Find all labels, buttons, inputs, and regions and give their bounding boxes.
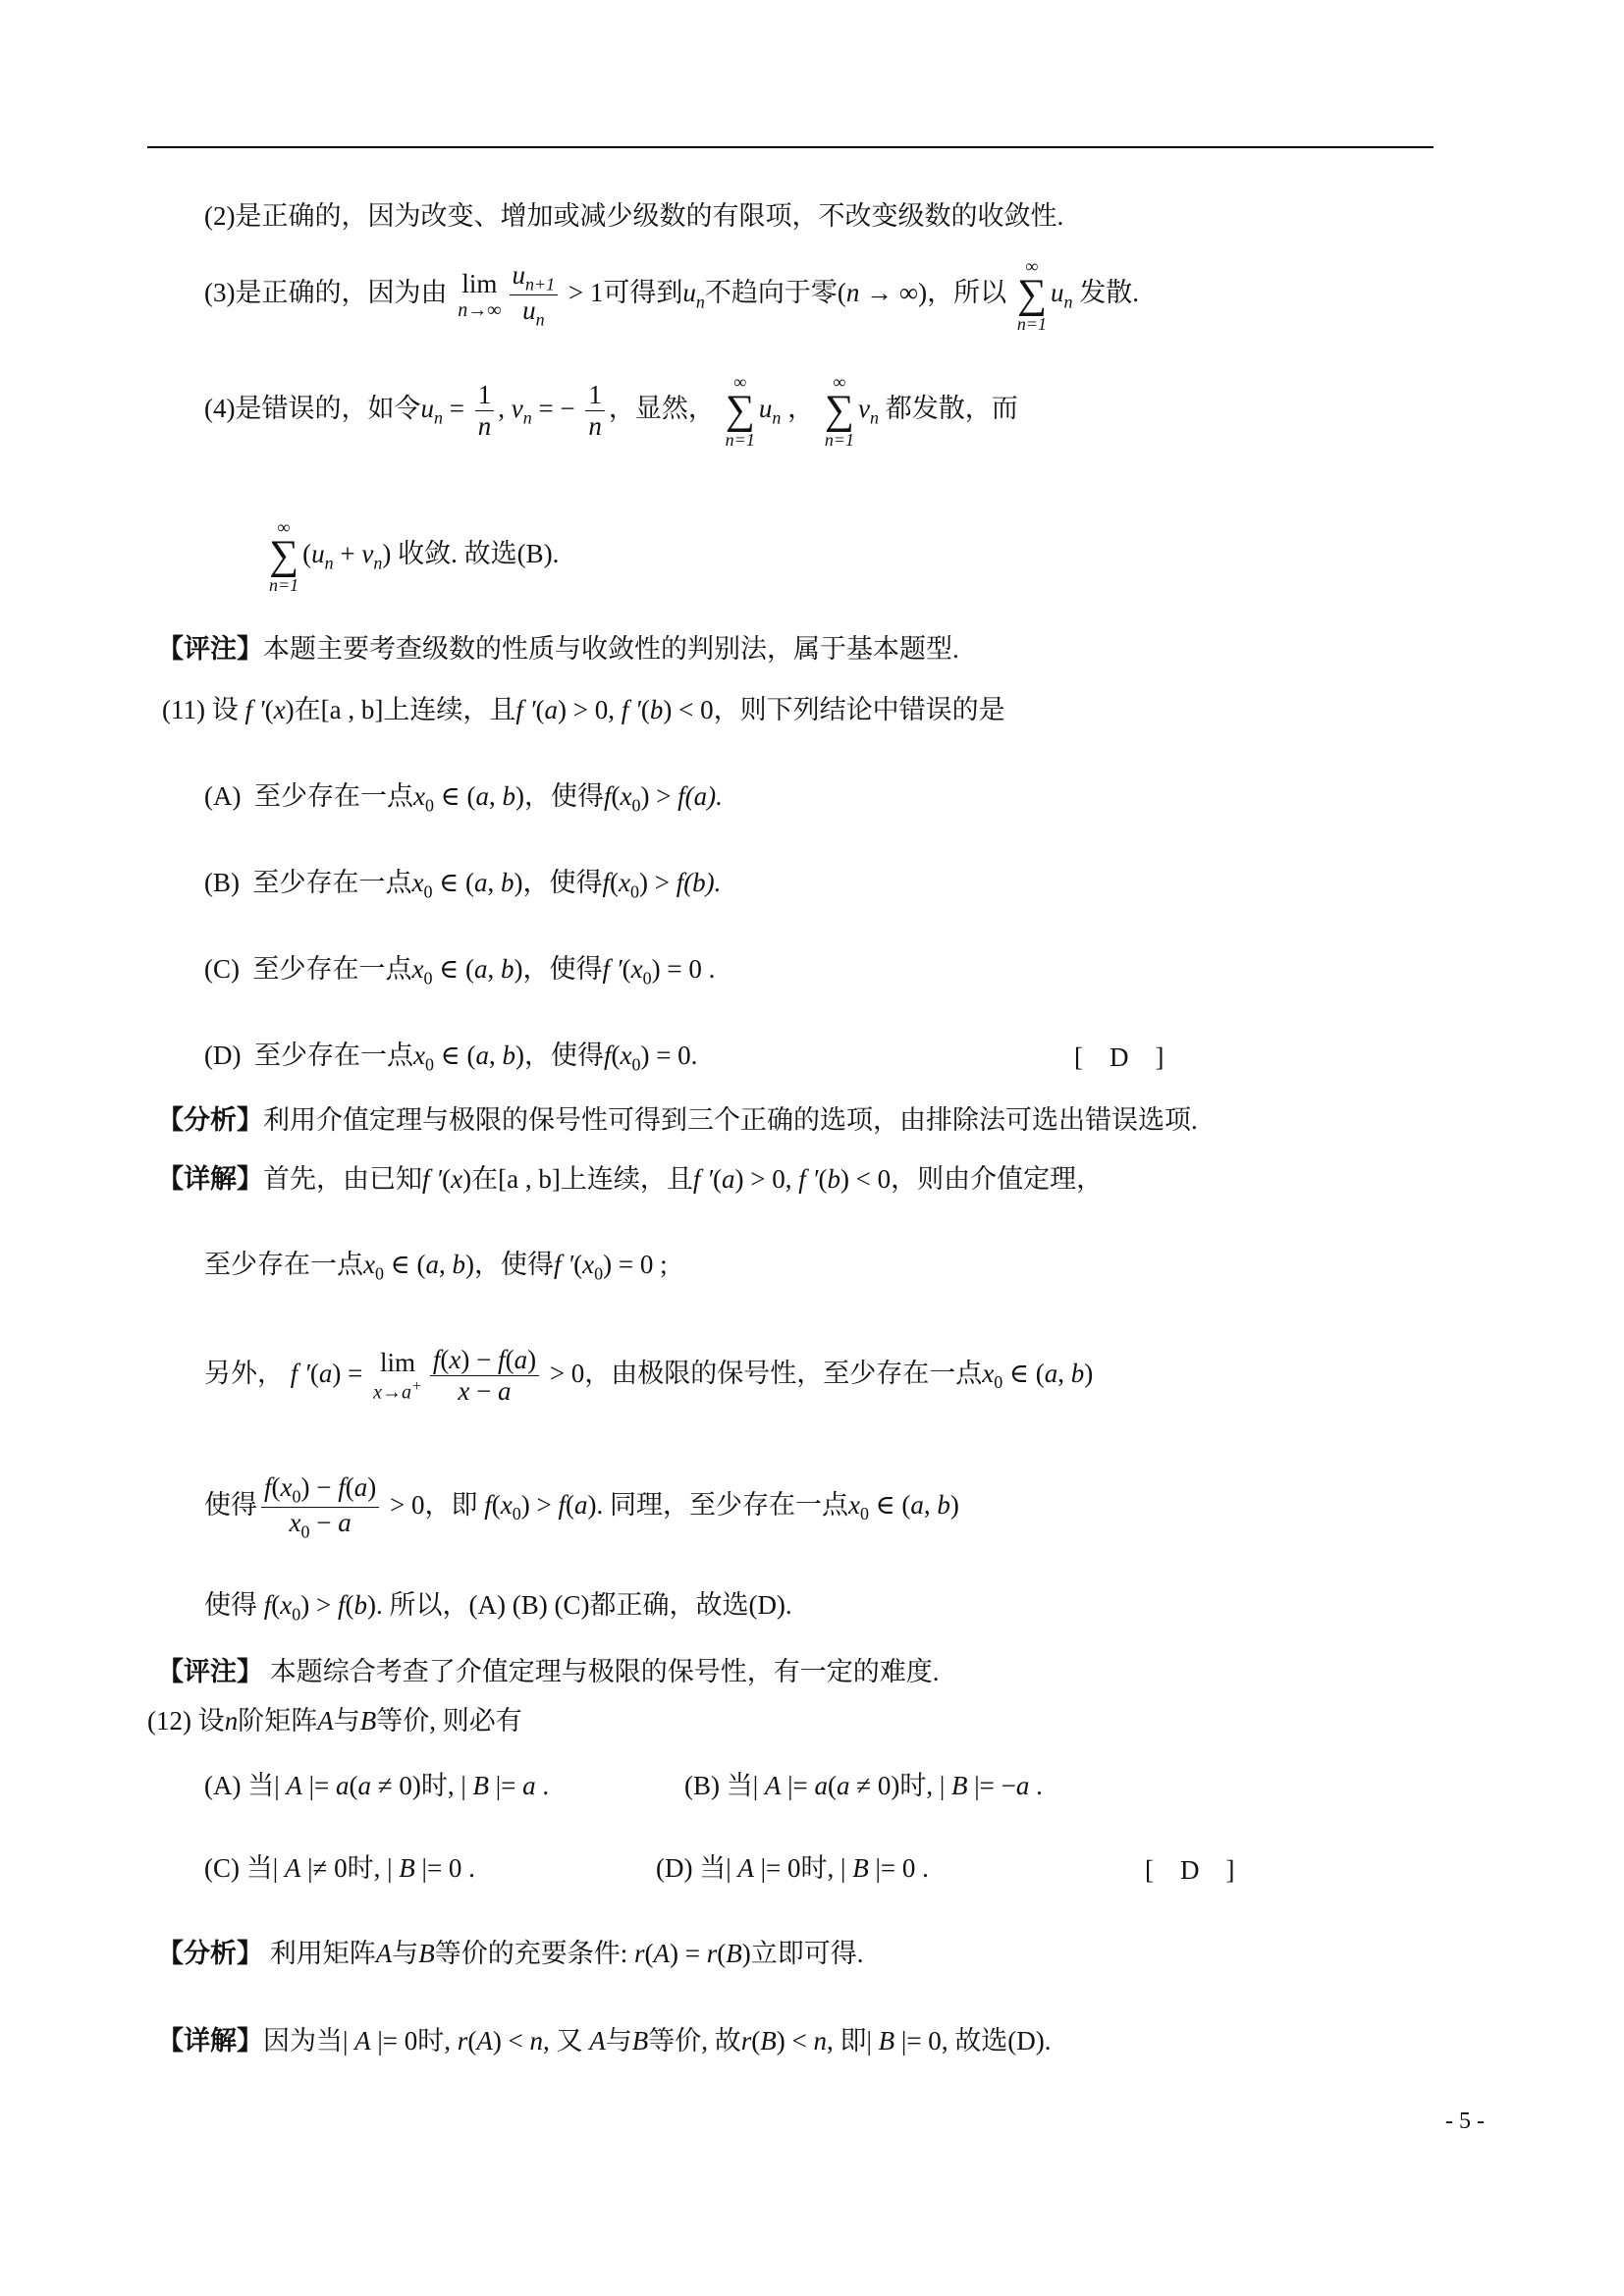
q12-detail: 【详解】因为当| A |= 0时, r(A) < n, 又 A与B等价, 故r(B) < n, 即| B |= 0, 故选(D).: [157, 2026, 1052, 2056]
stem-text: 等价, 则必有: [376, 1706, 522, 1735]
remark-text: 本题主要考查级数的性质与收敛性的判别法，属于基本题型.: [263, 634, 959, 664]
detail-text: ，则由介值定理，: [891, 1164, 1104, 1194]
q11-option-d: (D) 至少存在一点$x_0$ ∈ (a, b)，使得$f(x_0) = 0$.: [204, 1041, 698, 1075]
detail-label: 【详解】: [157, 1164, 263, 1194]
q10-item-3-text-b: 可得到: [603, 278, 683, 308]
option-label: (D): [204, 1041, 242, 1070]
difference-quotient-x0: $\frac{f(x_0) - f(a)}{x_0 - a}$: [261, 1472, 379, 1542]
q12-stem: (12) 设n阶矩阵A与B等价, 则必有: [147, 1706, 522, 1735]
q10-item-4: (4)是错误的，如令$u_n$ = $\frac{1}{n}$ , $v_n$ = − $\frac{1}{n}$ ，显然， ∞ ∑ n=1 $u_n$ ， ∞ ∑ n=1 $v_n$ 都发散，而: [204, 372, 1018, 450]
q10-item-4-text-c: 都发散，而: [885, 394, 1018, 424]
option-mid: 时,: [420, 1771, 455, 1800]
q10-item-2: [204, 203, 1063, 230]
limit-expression: lim x→a+: [373, 1347, 422, 1404]
option-prefix: 至少存在一点: [253, 781, 413, 811]
analysis-label: 【分析】: [157, 1105, 263, 1135]
q11-analysis: [157, 1107, 1198, 1134]
q10-remark: [157, 636, 959, 663]
detail-text: 等价, 故: [648, 2026, 741, 2056]
series-sum-uv: ∞ ∑ n=1: [269, 517, 299, 595]
detail-text: , 故选(D).: [941, 2026, 1052, 2056]
page-number: - 5 -: [1445, 2109, 1485, 2134]
q10-item-4-text-b: ，显然，: [608, 394, 715, 424]
fraction-1-over-n-neg: $\frac{1}{n}$: [585, 380, 605, 442]
detail-text: 使得: [204, 1489, 257, 1520]
detail-text: 因为当: [263, 2026, 343, 2056]
option-tail: f(b).: [676, 868, 722, 897]
q11-stem: (11) 设 f ′(x)在[a , b]上连续，且f ′(a) > 0, f ′(b) < 0，则下列结论中错误的是: [162, 695, 1005, 724]
q11-detail-4: 使得 $\frac{f(x_0) - f(a)}{x_0 - a}$ > 0，即 $f(x_0) > f(a)$. 同理，至少存在一点$x_0$ ∈ (a, b): [204, 1472, 959, 1542]
option-label: (A) 当: [204, 1771, 275, 1800]
detail-text: 首先，由已知: [263, 1164, 422, 1194]
detail-text: ，使得: [473, 1250, 554, 1279]
detail-text: 时,: [417, 2026, 452, 2056]
option-label: (B) 当: [684, 1771, 753, 1800]
detail-text: ，由极限的保号性，至少存在一点: [584, 1358, 983, 1388]
ratio-fraction: $\frac{u_{n+1}}{u_n}$: [510, 260, 559, 330]
analysis-text: 利用介值定理与极限的保号性可得到三个正确的选项，由排除法可选出错误选项.: [263, 1105, 1198, 1135]
detail-text: 至少存在一点: [204, 1250, 363, 1279]
fraction-1-over-n: $\frac{1}{n}$: [475, 380, 495, 442]
remark-text: 本题综合考查了介值定理与极限的保号性，有一定的难度.: [263, 1657, 940, 1686]
stem-text: 与: [333, 1706, 360, 1735]
option-mid: 时,: [347, 1853, 381, 1883]
q10-item-3: (3)是正确的，因为由 lim n→∞ $\frac{u_{n+1}}{u_n}$ > 1可得到$u_n$不趋向于零(n → ∞)，所以 ∞ ∑ n=1 $u_n$ 发散.: [204, 256, 1140, 334]
q12-analysis: 【分析】 利用矩阵A与B等价的充要条件: r(A) = r(B)立即可得.: [157, 1939, 864, 1968]
option-mid: 时,: [899, 1771, 934, 1800]
detail-text: 与: [605, 2026, 632, 2056]
q10-item-4-text-a: (4)是错误的，如令: [204, 394, 421, 424]
detail-text: 使得: [204, 1590, 257, 1620]
option-mid: ，使得: [522, 954, 603, 984]
remark-label: 【评注】: [157, 1657, 263, 1686]
option-label: (C) 当: [204, 1853, 273, 1883]
detail-text: . 所以，(A) (B) (C)都正确，故选(D).: [375, 1590, 792, 1620]
q10-item-3-text-a: (3)是正确的，因为由: [204, 278, 448, 308]
analysis-text: 与: [392, 1939, 419, 1968]
q11-detail-1: 【详解】首先，由已知f ′(x)在[a , b]上连续，且f ′(a) > 0, f ′(b) < 0，则由介值定理，: [157, 1164, 1104, 1194]
option-tail: 0 .: [688, 954, 716, 984]
option-tail: 0.: [677, 1041, 698, 1070]
detail-text: 在[a , b]上连续，且: [471, 1164, 693, 1194]
q11-option-b: (B) 至少存在一点$x_0$ ∈ (a, b)，使得$f(x_0) > f(b)$.: [204, 868, 722, 902]
series-sum-v: ∞ ∑ n=1: [824, 372, 854, 450]
q12-option-d: (D) 当| A |= 0时, | B |= 0 .: [656, 1853, 929, 1883]
series-sum-u: ∞ ∑ n=1: [725, 372, 755, 450]
q11-detail-2: 至少存在一点$x_0$ ∈ (a, b)，使得f $'(x_0) = 0$ ;: [204, 1250, 668, 1284]
limit-expression: lim n→∞: [458, 269, 502, 321]
option-mid: 时,: [800, 1853, 835, 1883]
option-label: (B): [204, 868, 240, 897]
stem-text: 阶矩阵: [238, 1706, 318, 1735]
option-label: (D) 当: [656, 1853, 727, 1883]
detail-text: ，即: [424, 1489, 478, 1520]
option-tail: f(a).: [677, 781, 723, 811]
q11-detail-3: 另外， f ′(a) = lim x→a+ $\frac{f(x) - f(a)}{x - a}$ > 0，由极限的保号性，至少存在一点$x_0$ ∈ (a, b): [204, 1345, 1094, 1407]
detail-text: 另外，: [204, 1358, 284, 1388]
analysis-label: 【分析】: [157, 1939, 263, 1968]
analysis-text: 等价的充要条件:: [434, 1939, 628, 1968]
detail-label: 【详解】: [157, 2026, 263, 2056]
detail-text: . 同理，至少存在一点: [596, 1489, 848, 1520]
q12-answer: [ D ]: [1145, 1855, 1235, 1885]
option-prefix: 至少存在一点: [252, 868, 412, 897]
detail-text: , 即: [827, 2026, 867, 2056]
analysis-text: 立即可得.: [750, 1939, 864, 1968]
q11-option-c: (C) 至少存在一点$x_0$ ∈ (a, b)，使得f $'(x_0) = 0$ .: [204, 954, 716, 988]
option-mid: ，使得: [522, 868, 603, 897]
q10-item-2-text: (2)是正确的，因为改变、增加或减少级数的有限项，不改变级数的收敛性.: [204, 201, 1064, 231]
option-mid: ，使得: [523, 1041, 604, 1070]
remark-label: 【评注】: [157, 634, 263, 664]
difference-quotient: $\frac{f(x) - f(a)}{x - a}$: [430, 1345, 539, 1407]
header-rule: [147, 146, 1434, 148]
q11-stem-c: ，则下列结论中错误的是: [713, 695, 1005, 724]
option-prefix: 至少存在一点: [253, 1041, 413, 1070]
option-label: (A): [204, 781, 242, 811]
analysis-text: 利用矩阵: [263, 1939, 376, 1968]
q12-option-b: (B) 当| A |= a(a ≠ 0)时, | B |= −a .: [684, 1771, 1043, 1800]
q10-item-3-text-e: 发散.: [1079, 278, 1140, 308]
q10-item-3-text-c: 不趋向于零: [704, 278, 838, 308]
q11-remark: [157, 1659, 940, 1685]
option-prefix: 至少存在一点: [252, 954, 412, 984]
stem-text: (12) 设: [147, 1706, 225, 1735]
q10-item-3-text-d: ，所以: [927, 278, 1007, 308]
series-sum: ∞ ∑ n=1: [1016, 256, 1048, 334]
q11-stem-b: 在[a , b]上连续，且: [294, 695, 516, 724]
detail-text: , 又: [543, 2026, 583, 2056]
q12-option-a: (A) 当| A |= a(a ≠ 0)时, | B |= a .: [204, 1771, 550, 1800]
q12-option-c: (C) 当| A |≠ 0时, | B |= 0 .: [204, 1853, 475, 1883]
q11-answer: [ D ]: [1074, 1042, 1164, 1072]
q11-stem-a: (11) 设: [162, 695, 239, 724]
option-mid: ，使得: [523, 781, 604, 811]
option-label: (C): [204, 954, 240, 984]
q10-item-4-cont: ∞ ∑ n=1 $(u_n + v_n)$ 收敛. 故选(B).: [269, 517, 560, 595]
q11-detail-5: 使得 $f(x_0) > f(b)$. 所以，(A) (B) (C)都正确，故选(D).: [204, 1590, 792, 1625]
q11-option-a: (A) 至少存在一点$x_0$ ∈ (a, b)，使得$f(x_0) > f(a)$.: [204, 781, 723, 816]
q10-item-4-text-d: 收敛. 故选(B).: [398, 539, 560, 569]
